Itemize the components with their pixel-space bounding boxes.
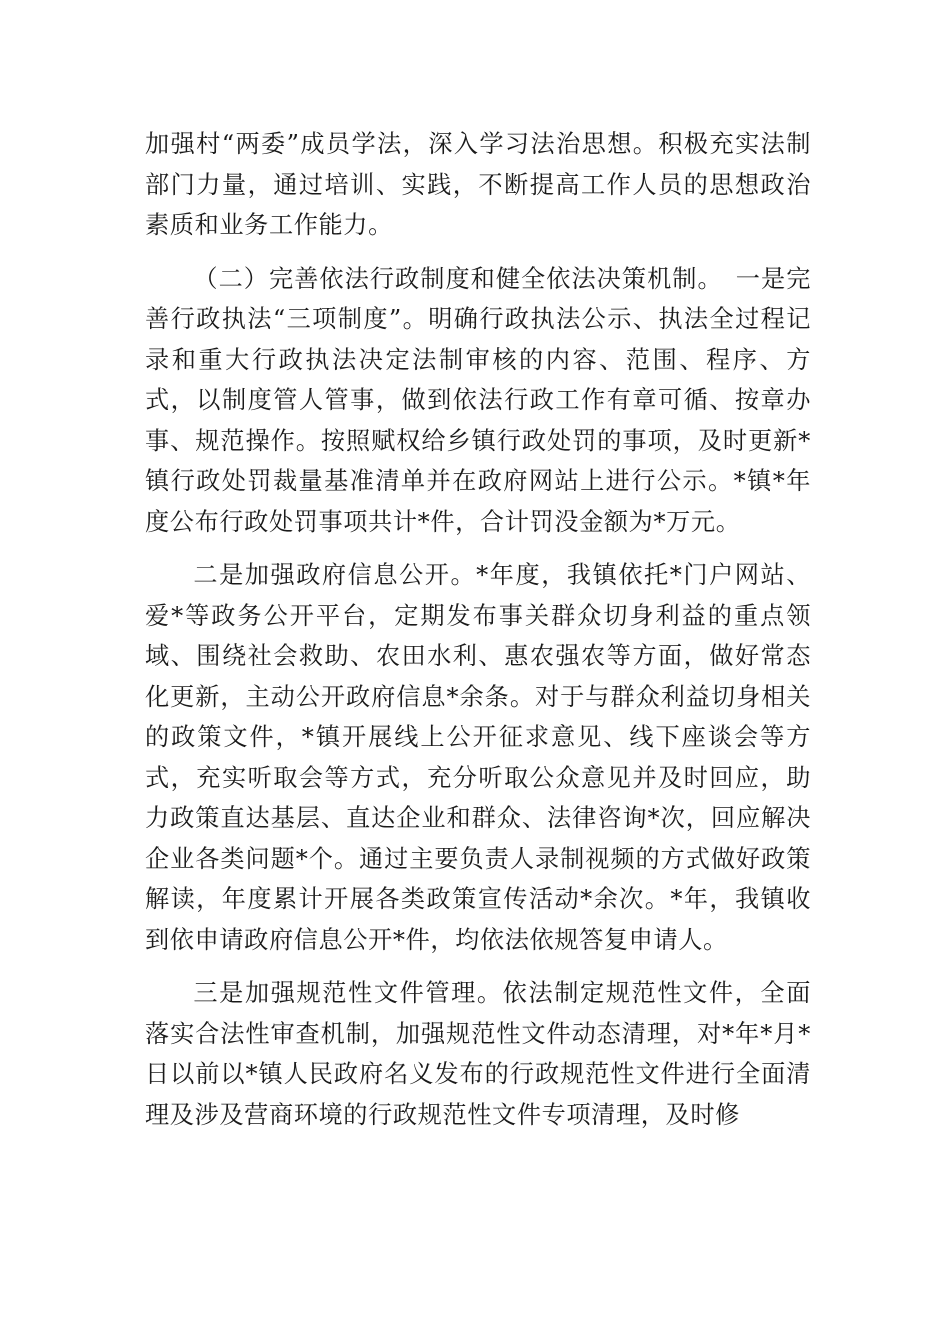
paragraph-1: 加强村“两委”成员学法，深入学习法治思想。积极充实法制部门力量，通过培训、实践，不断提高工作人员的思想政治素质和业务工作能力。: [145, 130, 811, 239]
paragraph-3: 二是加强政府信息公开。*年度，我镇依托*门户网站、爱*等政务公开平台，定期发布事关群众切身利益的重点领域、围绕社会救助、农田水利、惠农强农等方面，做好常态化更新，主动公开政府信息*余条。对于与群众利益切身相关的政策文件，*镇开展线上公开征求意见、线下座谈会等方式，充实听取会等方式，充分听取公众意见并及时回应，助力政策直达基层、直达企业和群众、法律咨询*次，回应解决企业各类问题*个。通过主要负责人录制视频的方式做好政策解读，年度累计开展各类政策宣传活动*余次。*年，我镇收到依申请政府信息公开*件，均依法依规答复申请人。: [145, 561, 811, 954]
document-body: [145, 124, 811, 1148]
paragraph-4: 三是加强规范性文件管理。依法制定规范性文件，全面落实合法性审查机制，加强规范性文件动态清理，对*年*月*日以前以*镇人民政府名义发布的行政规范性文件进行全面清理及涉及营商环境的行政规范性文件专项清理，及时修: [145, 979, 811, 1129]
paragraph-2: （二）完善依法行政制度和健全依法决策机制。 一是完善行政执法“三项制度”。明确行政执法公示、执法全过程记录和重大行政执法决定法制审核的内容、范围、程序、方式，以制度管人管事，做到依法行政工作有章可循、按章办事、规范操作。按照赋权给乡镇行政处罚的事项，及时更新*镇行政处罚裁量基准清单并在政府网站上进行公示。*镇*年度公布行政处罚事项共计*件，合计罚没金额为*万元。: [145, 264, 811, 536]
